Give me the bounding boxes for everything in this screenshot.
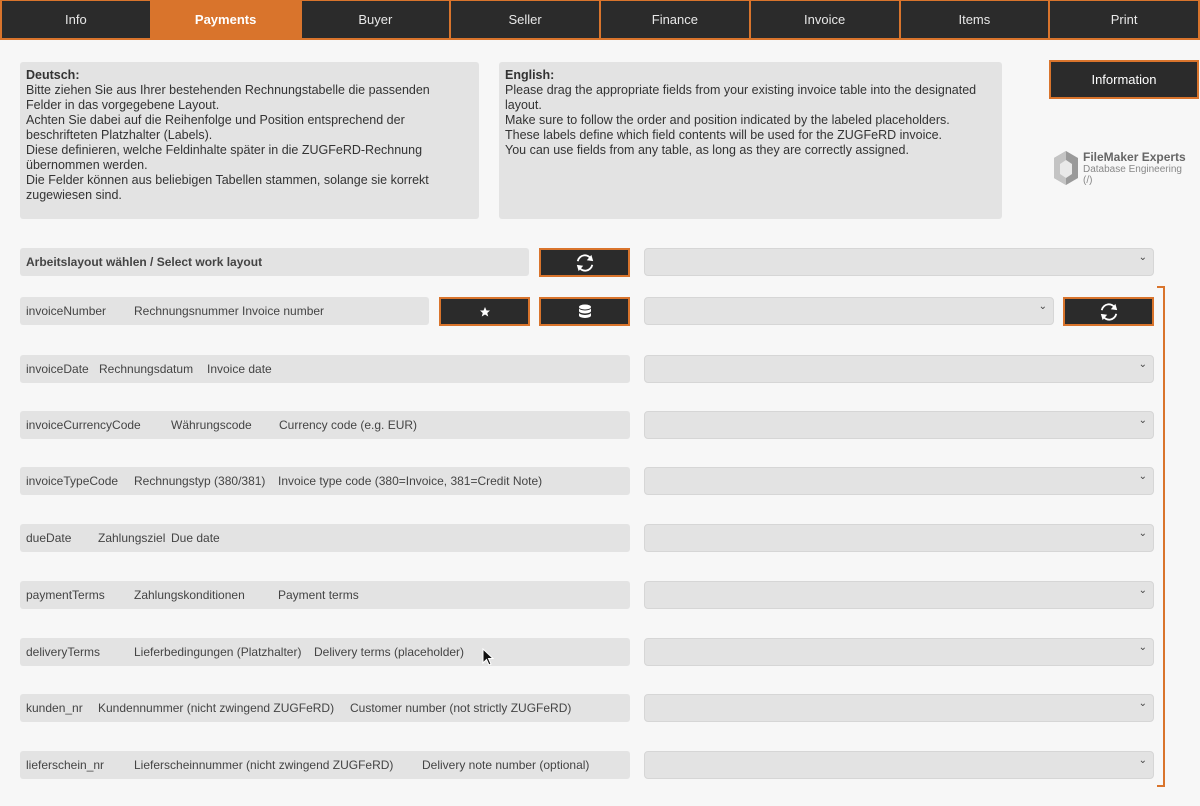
- field-de-label: Zahlungsziel: [98, 531, 166, 545]
- field-label-row: [20, 297, 429, 325]
- english-line: Make sure to follow the order and position indicated by the labeled placeholders.: [505, 113, 950, 127]
- field-en-label: Invoice type code (380=Invoice, 381=Credit Note): [278, 474, 543, 488]
- star-icon: [479, 306, 491, 318]
- field-en-label: Customer number (not strictly ZUGFeRD): [350, 701, 572, 715]
- field-de-label: Lieferscheinnummer (nicht zwingend ZUGFeRD): [134, 758, 394, 772]
- english-line: Please drag the appropriate fields from your existing invoice table into the designated: [505, 83, 977, 97]
- refresh-icon: [1098, 302, 1120, 322]
- tab-print[interactable]: Print: [1050, 1, 1198, 38]
- chevron-down-icon: ⌄: [1138, 252, 1147, 263]
- field-de-label: Rechnungsnummer: [134, 304, 239, 318]
- field-de-label: Rechnungstyp (380/381): [134, 474, 266, 488]
- field-label-row: [20, 751, 630, 779]
- field-select[interactable]: [644, 467, 1154, 495]
- field-label-row: [20, 581, 630, 609]
- field-de-label: Zahlungskonditionen: [134, 588, 245, 602]
- work-layout-select[interactable]: [644, 248, 1154, 276]
- logo-mark-icon: [1052, 150, 1080, 186]
- tab-bar: [0, 0, 1200, 40]
- filemaker-experts-logo: [1052, 148, 1192, 188]
- field-name: dueDate: [26, 531, 72, 545]
- tab-items[interactable]: Items: [901, 1, 1049, 38]
- field-de-label: Währungscode: [171, 418, 252, 432]
- field-de-label: Lieferbedingungen (Platzhalter): [134, 645, 302, 659]
- field-de-label: Rechnungsdatum: [99, 362, 194, 376]
- field-select[interactable]: [644, 581, 1154, 609]
- field-select[interactable]: [644, 638, 1154, 666]
- field-en-label: Invoice number: [242, 304, 325, 318]
- deutsch-info-box: [20, 62, 479, 219]
- deutsch-line: Bitte ziehen Sie aus Ihrer bestehenden Rechnungstabelle die passenden: [26, 83, 430, 97]
- field-select[interactable]: [644, 694, 1154, 722]
- star-button[interactable]: [439, 297, 530, 326]
- field-name: invoiceCurrencyCode: [26, 418, 141, 432]
- field-select[interactable]: [644, 751, 1154, 779]
- field-en-label: Invoice date: [207, 362, 272, 376]
- chevron-down-icon: ⌄: [1138, 642, 1147, 653]
- field-name: kunden_nr: [26, 701, 83, 715]
- logo-title: FileMaker Experts: [1083, 150, 1186, 164]
- field-select[interactable]: [644, 355, 1154, 383]
- chevron-down-icon: ⌄: [1138, 471, 1147, 482]
- field-en-label: Delivery note number (optional): [422, 758, 590, 772]
- english-heading: English:: [505, 68, 555, 82]
- field-en-label: Currency code (e.g. EUR): [279, 418, 418, 432]
- deutsch-line: übernommen werden.: [26, 158, 148, 172]
- chevron-down-icon: ⌄: [1138, 415, 1147, 426]
- field-name: deliveryTerms: [26, 645, 101, 659]
- english-line: layout.: [505, 98, 542, 112]
- field-label-row: [20, 638, 630, 666]
- chevron-down-icon: ⌄: [1038, 301, 1047, 312]
- english-info-box: [499, 62, 1002, 219]
- chevron-down-icon: ⌄: [1138, 585, 1147, 596]
- tab-finance[interactable]: Finance: [601, 1, 749, 38]
- deutsch-line: beschrifteten Platzhalter (Labels).: [26, 128, 213, 142]
- deutsch-line: zugewiesen sind.: [26, 188, 122, 202]
- field-name: invoiceNumber: [26, 304, 107, 318]
- deutsch-line: Achten Sie dabei auf die Reihenfolge und Position entsprechend der: [26, 113, 405, 127]
- field-name: paymentTerms: [26, 588, 105, 602]
- mouse-cursor-icon: [482, 648, 494, 666]
- english-line: You can use fields from any table, as long as they are correctly assigned.: [505, 143, 909, 157]
- tab-buyer[interactable]: Buyer: [302, 1, 450, 38]
- logo-subtitle: Database Engineering (/): [1083, 164, 1182, 186]
- field-en-label: Payment terms: [278, 588, 359, 602]
- english-line: These labels define which field contents will be used for the ZUGFeRD invoice.: [505, 128, 943, 142]
- tab-payments[interactable]: Payments: [152, 1, 300, 38]
- field-label-row: [20, 694, 630, 722]
- refresh-icon: [574, 253, 596, 273]
- information-button[interactable]: Information: [1049, 60, 1199, 99]
- field-name: invoiceDate: [26, 362, 89, 376]
- database-icon: [578, 304, 592, 320]
- group-bracket: [1157, 286, 1165, 787]
- field-label-row: [20, 355, 630, 383]
- chevron-down-icon: ⌄: [1138, 698, 1147, 709]
- work-layout-text: Arbeitslayout wählen / Select work layout: [26, 255, 263, 269]
- field-name: invoiceTypeCode: [26, 474, 119, 488]
- tab-invoice[interactable]: Invoice: [751, 1, 899, 38]
- field-en-label: Delivery terms (placeholder): [314, 645, 465, 659]
- refresh-layout-button[interactable]: [539, 248, 630, 277]
- field-label-row: [20, 524, 630, 552]
- field-de-label: Kundennummer (nicht zwingend ZUGFeRD): [98, 701, 335, 715]
- field-select[interactable]: [644, 297, 1054, 325]
- field-label-row: [20, 411, 630, 439]
- field-select[interactable]: [644, 411, 1154, 439]
- field-select[interactable]: [644, 524, 1154, 552]
- deutsch-line: Die Felder können aus beliebigen Tabellen stammen, solange sie korrekt: [26, 173, 429, 187]
- tab-seller[interactable]: Seller: [451, 1, 599, 38]
- chevron-down-icon: ⌄: [1138, 755, 1147, 766]
- database-button[interactable]: [539, 297, 630, 326]
- refresh-row-button[interactable]: [1063, 297, 1154, 326]
- field-en-label: Due date: [171, 531, 220, 545]
- tab-info[interactable]: Info: [2, 1, 150, 38]
- deutsch-line: Diese definieren, welche Feldinhalte später in die ZUGFeRD-Rechnung: [26, 143, 423, 157]
- deutsch-line: Felder in das vorgegebene Layout.: [26, 98, 220, 112]
- deutsch-heading: Deutsch:: [26, 68, 80, 82]
- chevron-down-icon: ⌄: [1138, 528, 1147, 539]
- chevron-down-icon: ⌄: [1138, 359, 1147, 370]
- field-name: lieferschein_nr: [26, 758, 105, 772]
- field-label-row: [20, 467, 630, 495]
- work-layout-label: [20, 248, 529, 276]
